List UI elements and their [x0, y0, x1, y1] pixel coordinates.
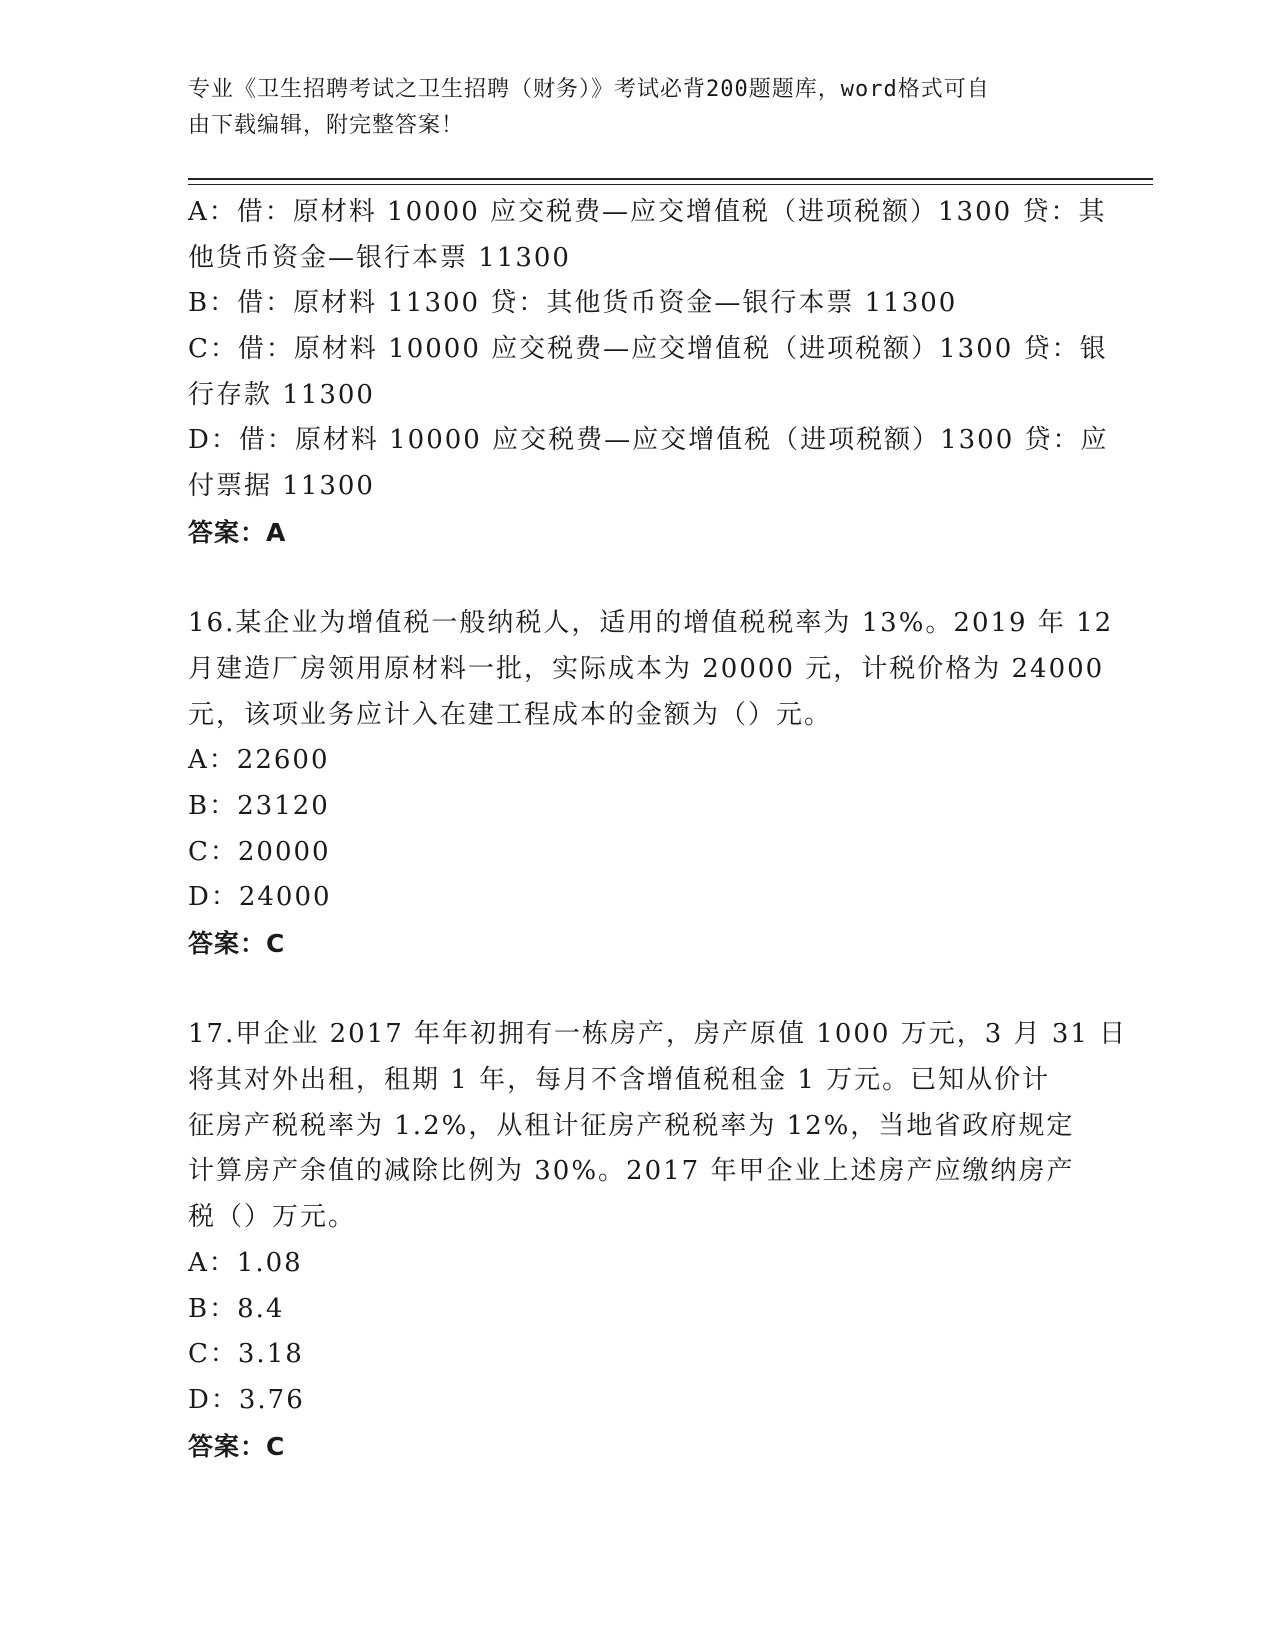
document-body [188, 190, 1128, 1469]
option-c: C：借：原材料 10000 应交税费—应交增值税（进项税额）1300 贷：银 [188, 334, 1108, 365]
option-b: B：借：原材料 11300 贷：其他货币资金—银行本票 11300 [188, 288, 958, 319]
option-c-continued: 行存款 11300 [188, 379, 375, 410]
answer-line: 答案：C [188, 929, 286, 958]
option-d: D：3.76 [188, 1384, 305, 1415]
option-d-continued: 付票据 11300 [188, 471, 375, 502]
question-16 [188, 601, 1114, 967]
option-b: B：23120 [188, 790, 330, 821]
option-c: C：3.18 [188, 1339, 304, 1370]
option-a: A：借：原材料 10000 应交税费—应交增值税（进项税额）1300 贷：其 [188, 197, 1107, 227]
option-a-continued: 他货币资金—银行本票 11300 [188, 242, 571, 273]
header-rule-thin [188, 184, 1153, 185]
header-line: 专业《卫生招聘考试之卫生招聘（财务）》考试必背200题题库，word格式可自 [188, 77, 990, 102]
question-stem: 元，该项业务应计入在建工程成本的金额为（）元。 [188, 699, 833, 730]
question-stem: 16.某企业为增值税一般纳税人，适用的增值税税率为 13%。2019 年 12 [188, 608, 1114, 639]
question-stem: 计算房产余值的减除比例为 30%。2017 年甲企业上述房产应缴纳房产 [188, 1156, 1075, 1187]
question-spacer [188, 967, 1078, 1013]
option-d: D：24000 [188, 882, 332, 913]
option-c: C：20000 [188, 836, 331, 867]
question-15 [188, 190, 1109, 556]
question-stem: 将其对外出租，租期 1 年，每月不含增值税租金 1 万元。已知从价计 [188, 1065, 1051, 1096]
question-stem: 税（）万元。 [188, 1202, 357, 1233]
document-header [188, 72, 1088, 144]
question-stem: 月建造厂房领用原材料一批，实际成本为 20000 元，计税价格为 24000 [188, 653, 1105, 684]
option-a: A：22600 [188, 745, 330, 776]
question-17 [188, 1012, 1128, 1469]
header-rule [188, 178, 1153, 180]
option-a: A：1.08 [188, 1247, 303, 1278]
question-stem: 17.甲企业 2017 年年初拥有一栋房产，房产原值 1000 万元，3 月 31 日 [188, 1019, 1128, 1050]
option-d: D：借：原材料 10000 应交税费—应交增值税（进项税额）1300 贷：应 [188, 425, 1109, 456]
answer-line: 答案：C [188, 1431, 286, 1461]
header-line: 由下载编辑，附完整答案！ [188, 113, 465, 138]
question-spacer [188, 556, 1078, 602]
option-b: B：8.4 [188, 1293, 285, 1324]
answer-line: 答案：A [188, 517, 287, 547]
question-stem: 征房产税税率为 1.2%，从租计征房产税税率为 12%，当地省政府规定 [188, 1110, 1075, 1141]
